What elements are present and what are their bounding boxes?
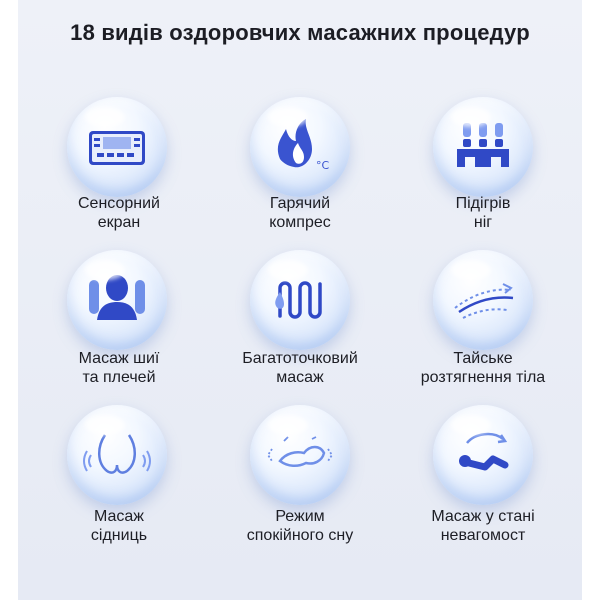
neck-shoulder-massage-icon	[67, 250, 167, 350]
thai-stretch-icon	[433, 250, 533, 350]
feature-label: Масаж сідниць	[90, 508, 148, 544]
zero-gravity-icon	[433, 405, 533, 505]
feature-label: Режим спокійного сну	[246, 508, 354, 544]
feature-label: Сенсорний екран	[78, 195, 160, 231]
feature-label: Тайське розтягнення тіла	[420, 350, 546, 386]
feature-label: Гарячий компрес	[269, 195, 331, 231]
sleep-mode-icon	[250, 405, 350, 505]
svg-text:°C: °C	[316, 159, 330, 172]
page-title: 18 видів оздоровчих масажних процедур	[70, 20, 530, 45]
feature-label: Масаж у стані невагомост	[431, 508, 535, 544]
feature-label: Масаж шиї та плечей	[78, 350, 160, 386]
feature-label: Підігрів ніг	[455, 195, 511, 231]
multipoint-massage-icon	[250, 250, 350, 350]
hot-compress-flame-icon	[250, 97, 350, 197]
foot-heating-icon	[433, 97, 533, 197]
buttocks-massage-icon	[67, 405, 167, 505]
feature-label: Багатоточковий масаж	[242, 350, 358, 386]
touchscreen-icon	[67, 97, 167, 197]
